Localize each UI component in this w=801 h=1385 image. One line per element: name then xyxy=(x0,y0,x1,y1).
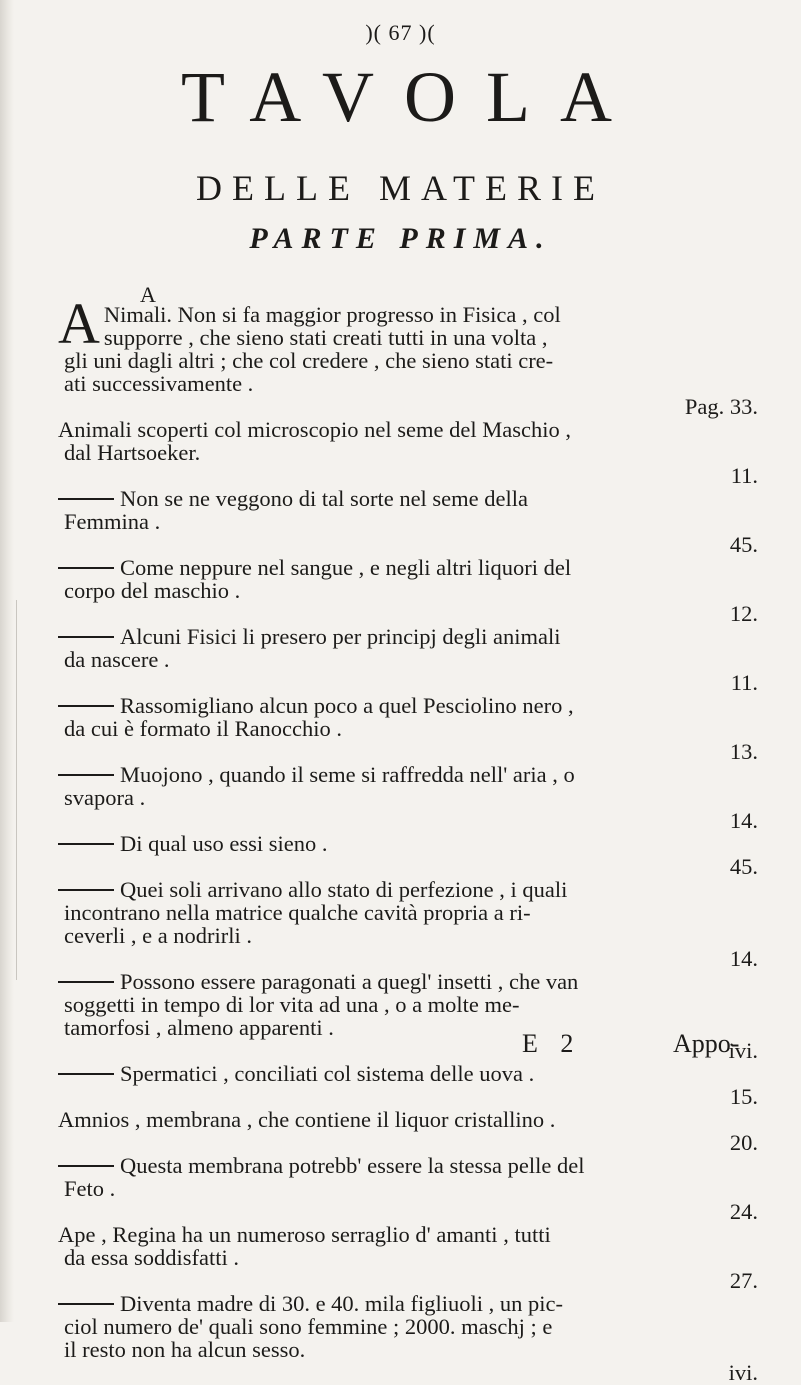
entry-line xyxy=(58,1108,758,1131)
section-heading: PARTE PRIMA. xyxy=(249,222,552,255)
entry-text: Quei soli arrivano allo stato di perfezione , i quali xyxy=(120,877,568,902)
entry-text: Possono essere paragonati a quegl' insetti , che van xyxy=(120,969,579,994)
entry-line xyxy=(58,1223,758,1246)
entry-line xyxy=(58,901,758,924)
entry-text: corpo del maschio . xyxy=(64,578,241,603)
index-entry xyxy=(58,970,758,1062)
page-reference: 11. xyxy=(730,463,758,488)
ditto-dash xyxy=(58,705,114,707)
ditto-dash xyxy=(58,843,114,845)
page-reference: ivi. xyxy=(728,1038,758,1063)
ditto-dash xyxy=(58,636,114,638)
catchword: Appo- xyxy=(673,1029,740,1058)
entry-line xyxy=(58,625,758,648)
entry-text: Amnios , membrana , che contiene il liquor cristallino . xyxy=(58,1107,556,1132)
entry-line xyxy=(58,487,758,510)
entry-line xyxy=(58,1062,758,1085)
page-ref-row xyxy=(58,395,758,418)
entry-text: tamorfosi , almeno apparenti . xyxy=(64,1015,334,1040)
entry-text: da nascere . xyxy=(64,647,170,672)
signature-mark: E 2 xyxy=(522,1029,582,1058)
entry-line xyxy=(58,1315,758,1338)
entry-line xyxy=(58,372,758,395)
entry-line xyxy=(58,1154,758,1177)
entry-line xyxy=(58,924,758,947)
index-entry xyxy=(58,556,758,625)
entry-text: supporre , che sieno stati creati tutti in una volta , xyxy=(103,325,548,350)
entry-text: gli uni dagli altri ; che col credere , che sieno stati cre- xyxy=(64,348,554,373)
entry-text: dal Hartsoeker. xyxy=(64,440,201,465)
page-ref-row xyxy=(58,1361,758,1384)
page-ref-row xyxy=(58,809,758,832)
entry-line xyxy=(58,878,758,901)
entry-line xyxy=(58,786,758,809)
entry-text: Rassomigliano alcun poco a quel Pesciolino nero , xyxy=(120,693,574,718)
entry-text: Femmina . xyxy=(64,509,161,534)
entry-text: Come neppure nel sangue , e negli altri liquori del xyxy=(120,555,572,580)
entry-text: soggetti in tempo di lor vita ad una , o a molte me- xyxy=(64,992,520,1017)
page-ref-row xyxy=(58,671,758,694)
page-ref-row xyxy=(58,464,758,487)
page-reference: 27. xyxy=(729,1268,758,1293)
index-letter: A xyxy=(140,282,156,307)
entry-text: Nimali. Non si fa maggior progresso in Fisica , col xyxy=(103,302,561,327)
page-reference: 14. xyxy=(729,946,758,971)
page-reference: 14. xyxy=(729,808,758,833)
page-ref-row xyxy=(58,947,758,970)
entry-line xyxy=(58,970,758,993)
page-subtitle: DELLE MATERIE xyxy=(196,168,605,208)
page-ref-row xyxy=(58,1131,758,1154)
entry-text: ati successivamente . xyxy=(64,371,254,396)
index-entry xyxy=(58,1108,758,1154)
entry-text: Muojono , quando il seme si raffredda nell' aria , o xyxy=(120,762,575,787)
page-reference: 45. xyxy=(729,532,758,557)
page-reference: 24. xyxy=(729,1199,758,1224)
ditto-dash xyxy=(58,1073,114,1075)
entry-line xyxy=(58,349,758,372)
page-ref-row xyxy=(58,1269,758,1292)
index-entry xyxy=(58,1154,758,1223)
page-reference: 45. xyxy=(729,854,758,879)
entry-line xyxy=(58,648,758,671)
page-ref-row xyxy=(58,533,758,556)
page-ref-row xyxy=(58,1039,758,1062)
index-entry xyxy=(58,487,758,556)
entry-text: Diventa madre di 30. e 40. mila figliuoli , un pic- xyxy=(120,1291,564,1316)
entry-text: Animali scoperti col microscopio nel seme del Maschio , xyxy=(58,417,571,442)
entry-text: ciol numero de' quali sono femmine ; 2000. maschj ; e xyxy=(64,1314,553,1339)
entry-text: incontrano nella matrice qualche cavità propria a ri- xyxy=(64,900,531,925)
entry-line xyxy=(58,1246,758,1269)
page-reference: ivi. xyxy=(728,1360,758,1385)
margin-rule xyxy=(16,600,17,980)
entry-line xyxy=(58,510,758,533)
index-entry xyxy=(58,1062,758,1108)
ditto-dash xyxy=(58,1165,114,1167)
entry-line xyxy=(58,556,758,579)
entry-line xyxy=(58,717,758,740)
entry-line xyxy=(58,441,758,464)
entry-line xyxy=(58,832,758,855)
ditto-dash xyxy=(58,1303,114,1305)
index-entry xyxy=(58,625,758,694)
entry-text: svapora . xyxy=(64,785,146,810)
entry-line xyxy=(58,1292,758,1315)
page-reference: 12. xyxy=(729,601,758,626)
entry-text: Ape , Regina ha un numeroso serraglio d' amanti , tutti xyxy=(58,1222,551,1247)
page-ref-row xyxy=(58,855,758,878)
entry-text: Spermatici , conciliati col sistema delle uova . xyxy=(120,1061,535,1086)
ditto-dash xyxy=(58,567,114,569)
page-reference: 11. xyxy=(730,670,758,695)
entry-text: ceverli , e a nodrirli . xyxy=(64,923,253,948)
index-entry xyxy=(58,1223,758,1292)
page-reference: 15. xyxy=(729,1084,758,1109)
index-entry xyxy=(58,1292,758,1384)
index-entry xyxy=(58,878,758,970)
entry-line xyxy=(58,579,758,602)
entry-line xyxy=(58,418,758,441)
ditto-dash xyxy=(58,889,114,891)
entry-text: Alcuni Fisici li presero per principj degli animali xyxy=(120,624,561,649)
entry-text: Questa membrana potrebb' essere la stessa pelle del xyxy=(120,1153,585,1178)
page-reference: 13. xyxy=(729,739,758,764)
entry-line xyxy=(58,1177,758,1200)
index-entry xyxy=(58,418,758,487)
page-ref-row xyxy=(58,1200,758,1223)
entry-line xyxy=(58,763,758,786)
entry-line xyxy=(58,1016,758,1039)
ditto-dash xyxy=(58,981,114,983)
entry-text: da cui è formato il Ranocchio . xyxy=(64,716,343,741)
page-ref-row xyxy=(58,1085,758,1108)
entry-text: Non se ne veggono di tal sorte nel seme della xyxy=(120,486,529,511)
entry-text: il resto non ha alcun sesso. xyxy=(64,1337,306,1362)
entry-text: Di qual uso essi sieno . xyxy=(120,831,328,856)
entry-line xyxy=(58,694,758,717)
entry-line xyxy=(58,326,758,349)
page-ref-row xyxy=(58,602,758,625)
page-reference: Pag. 33. xyxy=(684,394,758,419)
page-number: )( 67 )( xyxy=(365,20,436,45)
entry-text: da essa soddisfatti . xyxy=(64,1245,239,1270)
ditto-dash xyxy=(58,498,114,500)
page-title: TAVOLA xyxy=(181,57,642,137)
entry-line xyxy=(58,1338,758,1361)
ditto-dash xyxy=(58,774,114,776)
index-entry xyxy=(58,694,758,763)
entry-text: Feto . xyxy=(64,1176,116,1201)
index-entry xyxy=(58,763,758,832)
index-entries xyxy=(58,291,758,1385)
drop-cap: A xyxy=(58,291,100,356)
entry-line xyxy=(58,993,758,1016)
index-entry xyxy=(58,832,758,878)
page-reference: 20. xyxy=(729,1130,758,1155)
page-ref-row xyxy=(58,740,758,763)
index-entry xyxy=(58,291,758,419)
